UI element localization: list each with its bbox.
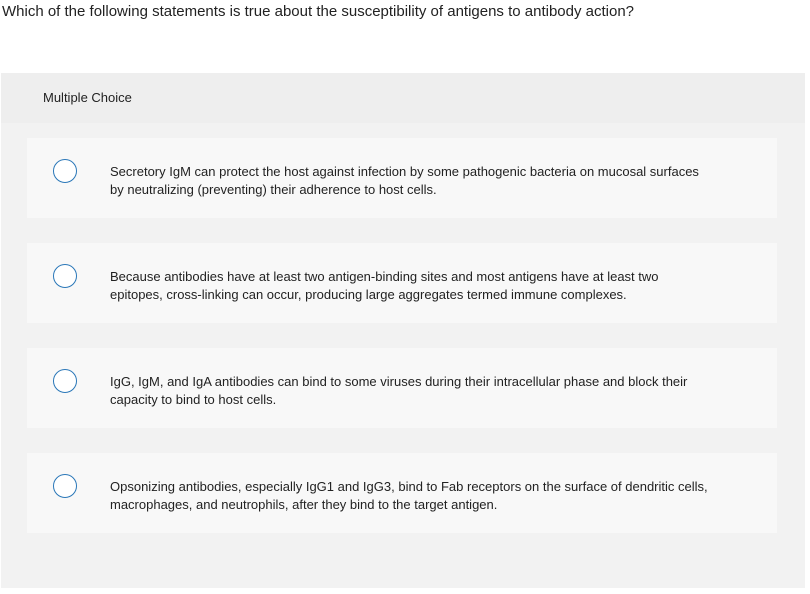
choice-label: Secretory IgM can protect the host against infection by some pathogenic bacteria on mucosal surfaces by neutralizing (preventing) their adherence to host cells. xyxy=(110,164,699,197)
choice-option-3[interactable] xyxy=(27,348,777,428)
radio-button-icon[interactable] xyxy=(53,159,77,183)
panel-title: Multiple Choice xyxy=(43,90,132,105)
radio-button-icon[interactable] xyxy=(53,474,77,498)
choice-option-1[interactable] xyxy=(27,138,777,218)
radio-button-icon[interactable] xyxy=(53,264,77,288)
question-text: Which of the following statements is true about the susceptibility of antigens to antibody action? xyxy=(2,3,635,20)
radio-button-icon[interactable] xyxy=(53,369,77,393)
choice-label: IgG, IgM, and IgA antibodies can bind to some viruses during their intracellular phase and block their capacity to bind to host cells. xyxy=(110,374,688,407)
panel-header xyxy=(1,73,805,123)
choice-label: Opsonizing antibodies, especially IgG1 and IgG3, bind to Fab receptors on the surface of dendritic cells, macrophages, and neutrophils, after they bind to the target antigen. xyxy=(110,479,708,512)
choice-option-4[interactable] xyxy=(27,453,777,533)
multiple-choice-panel xyxy=(1,73,805,588)
choice-label: Because antibodies have at least two antigen-binding sites and most antigens have at least two epitopes, cross-linking can occur, producing large aggregates termed immune complexes. xyxy=(110,269,659,302)
choice-option-2[interactable] xyxy=(27,243,777,323)
